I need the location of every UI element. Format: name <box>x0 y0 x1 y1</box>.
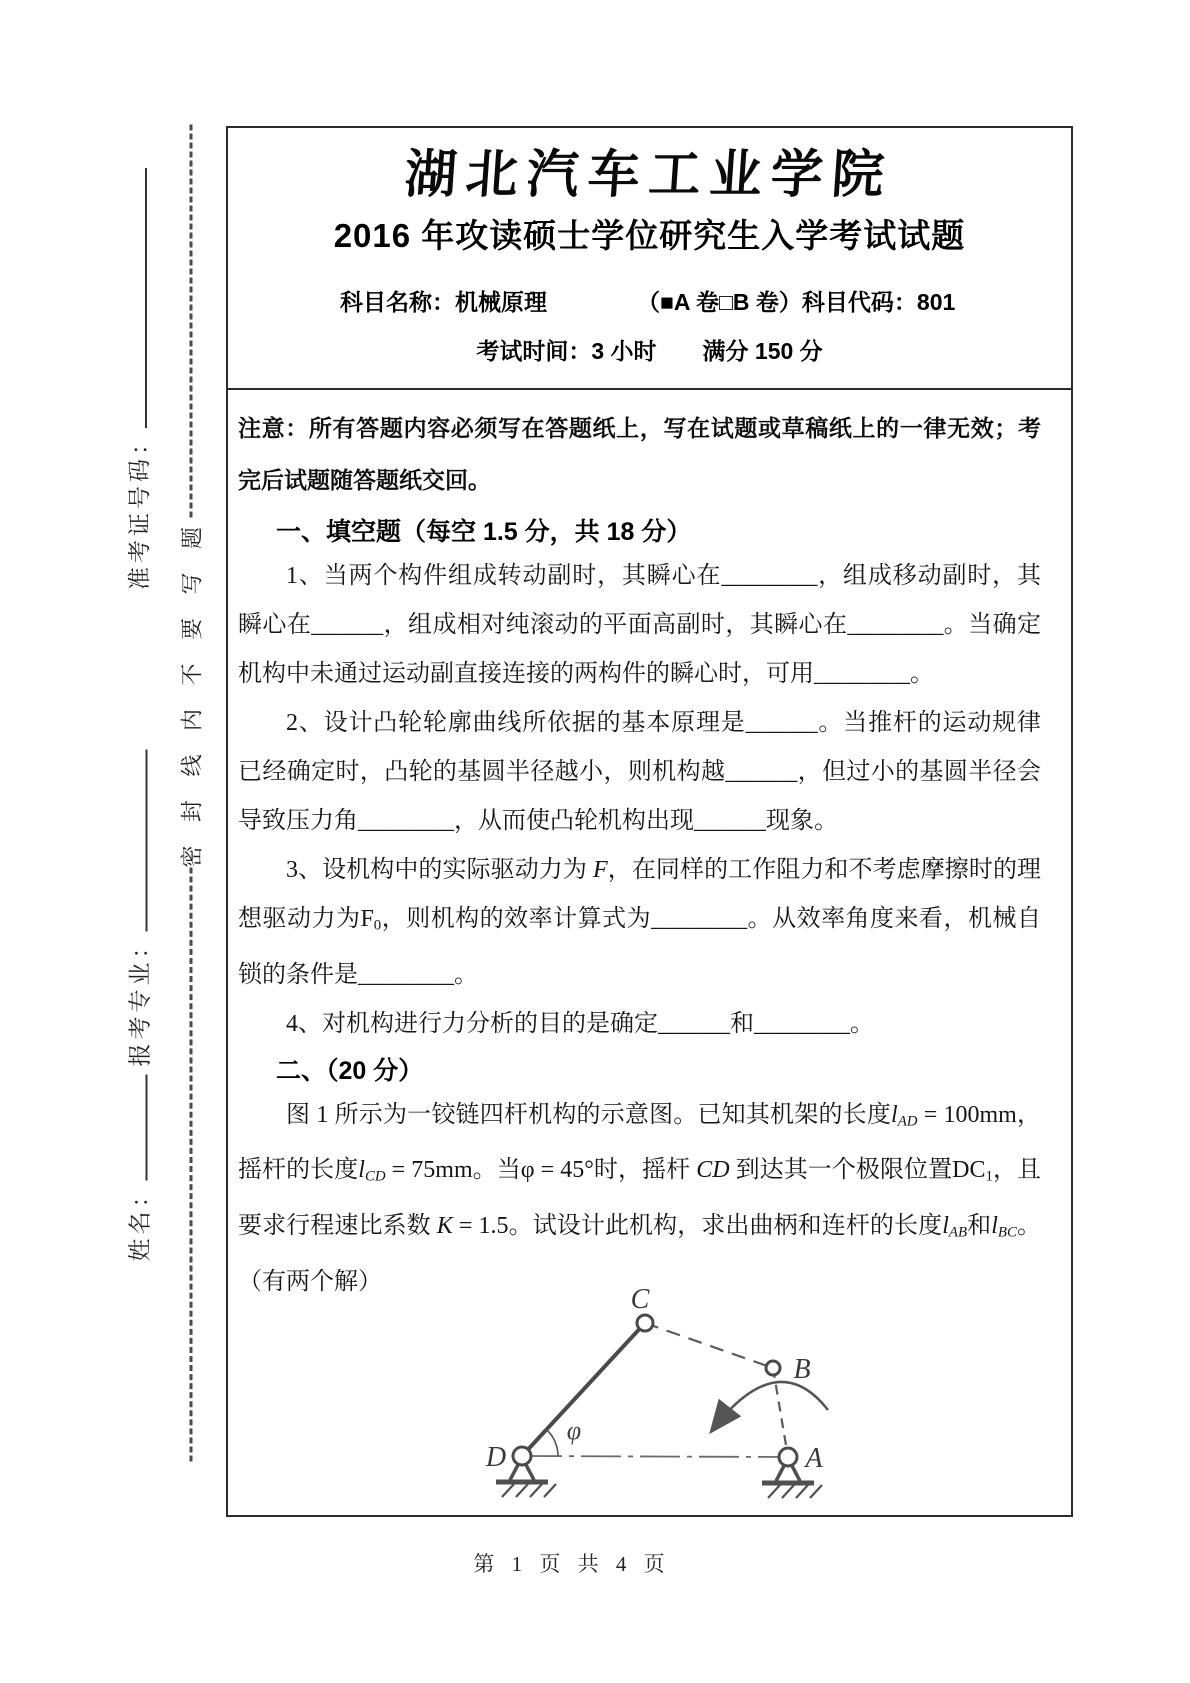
subject-row <box>228 284 1071 317</box>
rocker-link-DC <box>522 1323 645 1456</box>
question-2: 2、设计凸轮轮廓曲线所依据的基本原理是______。当推杆的运动规律已经确定时，凸轮的基圆半径越小，则机构越______，但过小的基圆半径会导致压力角________，从而使凸轮机构出现______现象。 <box>238 710 1041 834</box>
rotation-direction-arrow <box>714 1382 828 1428</box>
label-joint-B: B <box>793 1354 811 1385</box>
name-blank-line <box>146 1075 148 1181</box>
major-blank-line <box>146 750 148 932</box>
paper-type-and-code: （■A 卷□B 卷）科目代码：801 <box>637 289 956 315</box>
coupler-link-CB <box>645 1323 773 1368</box>
name-field <box>123 1075 153 1262</box>
subject-name: 科目名称：机械原理 <box>340 289 547 315</box>
exam-time-line: 考试时间：3 小时 满分 150 分 <box>476 338 823 364</box>
label-joint-C: C <box>630 1284 650 1315</box>
figure-1-four-bar-linkage <box>460 1258 840 1508</box>
candidate-number-field <box>122 168 152 590</box>
major-label: 报考专业： <box>127 931 152 1067</box>
seal-dashed-line <box>189 868 192 1462</box>
joint-B <box>766 1361 780 1375</box>
candidate-number-label: 准考证号码： <box>126 428 152 590</box>
page-number: 第 1 页 共 4 页 <box>473 1552 671 1576</box>
question-1: 1、当两个构件组成转动副时，其瞬心在________，组成移动副时，其瞬心在______，组成相对纯滚动的平面高副时，其瞬心在________。当确定机构中未通过运动副直接连接的两构件的瞬心时，可用________。 <box>238 563 1041 687</box>
section-1-heading: 一、填空题（每空 1.5 分，共 18 分） <box>276 518 692 546</box>
notice-text: 注意：所有答题内容必须写在答题纸上，写在试题或草稿纸上的一律无效；考完后试题随答题纸交回。 <box>238 415 1041 493</box>
question-5: 图 1 所示为一铰链四杆机构的示意图。已知其机架的长度lAD = 100mm，摇杆的长度lCD = 75mm。当φ = 45°时，摇杆 CD 到达其一个极限位置DC1，且要求行程速比系数 K = 1.5。试设计此机构，求出曲柄和连杆的长度lAB和lBC。（有两个解） <box>238 1101 1042 1295</box>
frame-line-DA <box>522 1456 788 1457</box>
exam-title: 2016 年攻读硕士学位研究生入学考试试题 <box>333 217 966 254</box>
major-field <box>123 750 153 1067</box>
joint-A <box>779 1448 797 1466</box>
seal-dashed-line <box>189 125 192 518</box>
seal-line <box>178 185 204 1462</box>
label-angle-phi: φ <box>566 1416 582 1445</box>
joint-D <box>513 1447 531 1465</box>
seal-line-text: 密 封 线 内 不 要 写 题 <box>179 517 204 868</box>
angle-phi-arc <box>546 1430 558 1457</box>
school-name-calligraphy: 湖北汽车工业学院 <box>402 144 896 205</box>
joint-C <box>637 1315 653 1331</box>
name-label: 姓名： <box>127 1180 152 1262</box>
exam-header <box>228 128 1071 390</box>
label-joint-A: A <box>805 1443 823 1474</box>
exam-body <box>228 390 1071 1307</box>
question-3: 3、设机构中的实际驱动力为 F，在同样的工作阻力和不考虑摩擦时的理想驱动力为F0，则机构的效率计算式为________。从效率角度来看，机械自锁的条件是________。 <box>238 857 1042 988</box>
question-4: 4、对机构进行力分析的目的是确定______和________。 <box>286 1010 874 1037</box>
candidate-number-blank-line <box>145 168 147 428</box>
section-2-heading: 二、（20 分） <box>276 1056 424 1085</box>
label-joint-D: D <box>485 1442 507 1473</box>
